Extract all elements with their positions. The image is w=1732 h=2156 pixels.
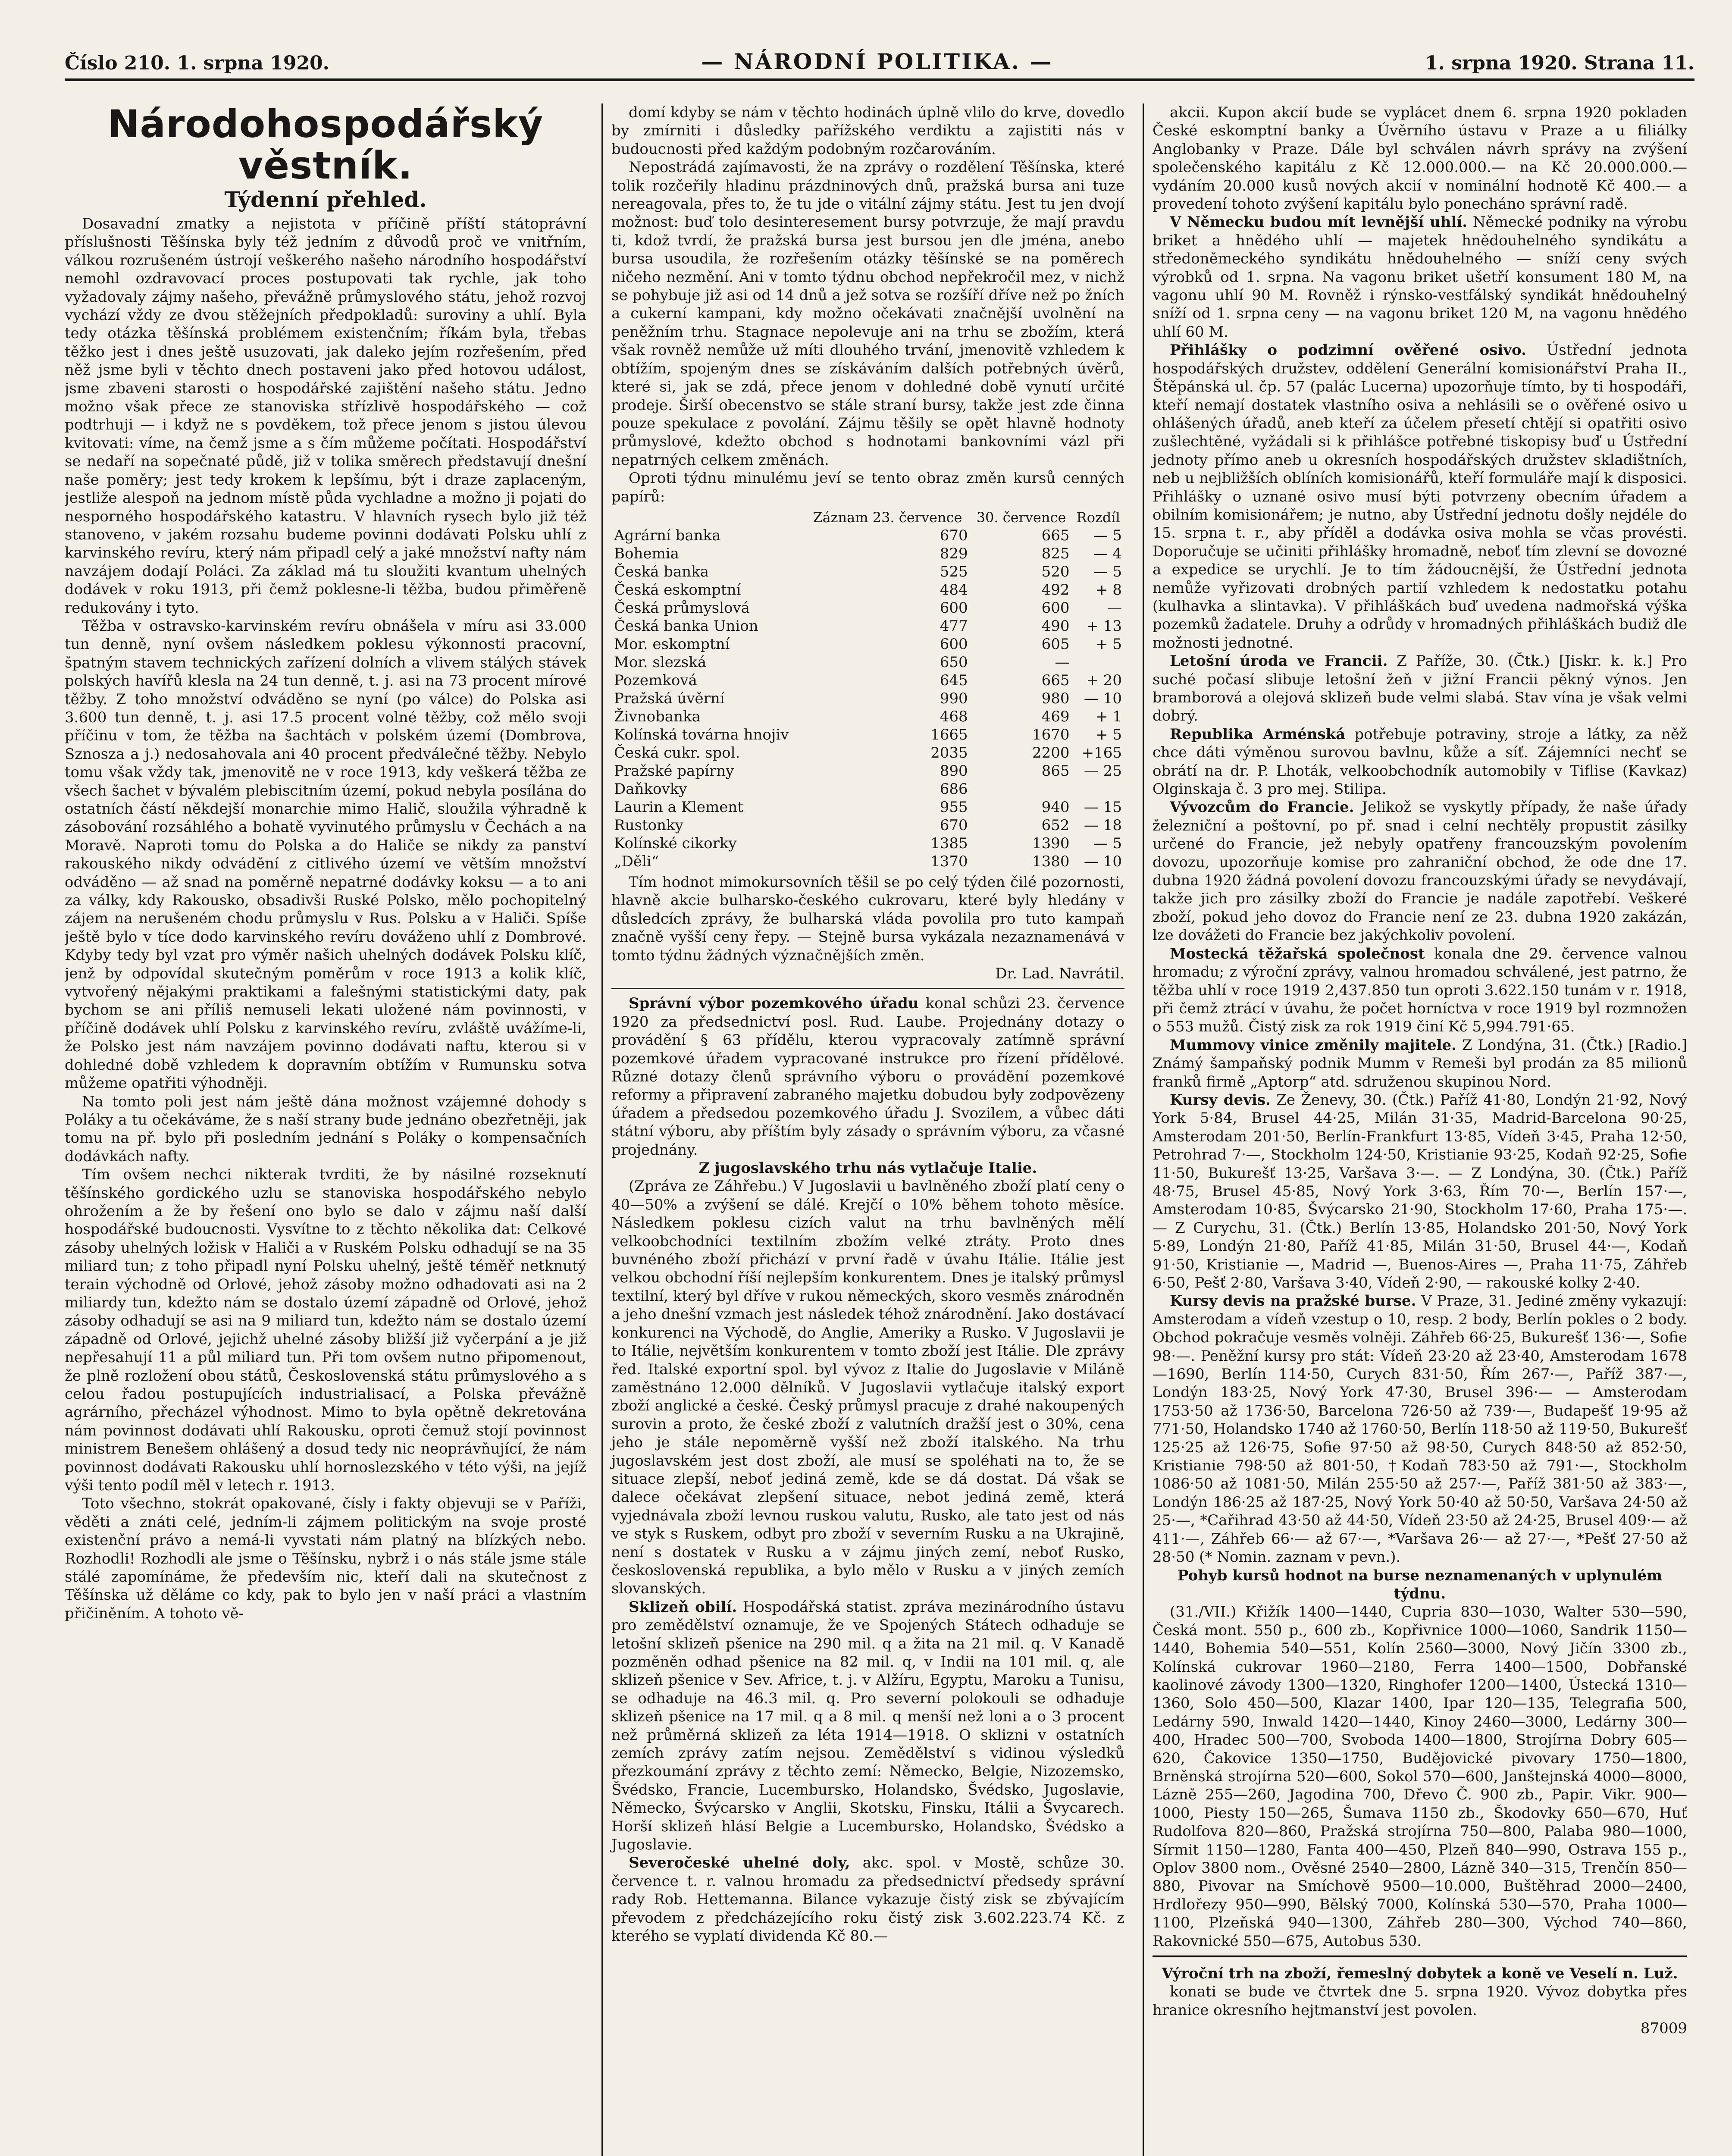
paragraph: Dosavadní zmatky a nejistota v příčině příští státoprávní příslušnosti Těšínska byly též jedním z důvodů proč ve vnitřním, válkou rozrušeném ústrojí veškerého našeho národního hospodářství nemohl ozdravovací proces postupovati tak rychle, jak toho vyžadovaly zájmy našeho, převážně průmyslového státu, jehož rozvoj vychází vždy ze dvou stěžejních předpokladů: suroviny a uhlí. Byla tedy otázka těšínská problémem existenčním; říkám byla, třebas těžko jest i dnes ještě usuzovati, jak daleko jejím rozřešením, před něž jsme byli v těchto dnech postaveni jako před hotovou událost, jsme zbaveni starosti o hospodářské zajištění našeho státu. Jedno možno však přece ze stanoviska střízlivě hospodářského — což podtrhuji — i když ne s povděkem, tož přece jenom s jistou úlevou kvitovati: víme, na čemž jsme a s čím můžeme počítati. Hospodářství se nedaří na sopečnaté půdě, již v tolika směrech představují dnešní naše poměry; jest tedy krokem k lepšímu, být i draze zaplaceným, jestliže alespoň na jednom místě půda vychladne a možno ji pojati do nesporného hospodářského katastru. V hlavních rysech bylo již též stanoveno, v jakém rozsahu budeme povinni dodávati Polsku uhlí z karvinského revíru, který nám připadl celý a jaké množství nafty nám navzájem dodají Poláci. Za základ má tu sloužiti kvantum uhelných dodávek v roku 1913, při čemž poklesne-li těžba, budou přiměřeně redukovány i tyto. xyxy=(65,215,586,617)
table-cell: — 15 xyxy=(1084,798,1122,816)
article xyxy=(611,994,1124,1159)
table-row xyxy=(611,599,1124,617)
article-heading: Pohyb kursů hodnot na burse neznamenaných v uplynulém týdnu. xyxy=(1177,1567,1663,1602)
table-row xyxy=(611,726,1124,744)
article xyxy=(1153,1292,1687,1566)
masthead-right: 1. srpna 1920. Strana 11. xyxy=(1425,52,1694,74)
author-signature: Dr. Lad. Navrátil. xyxy=(995,965,1124,982)
table-cell: Bohemia xyxy=(614,545,679,562)
table-cell: Živnobanka xyxy=(614,708,701,725)
table-cell: 1380 xyxy=(1032,852,1070,870)
table-row xyxy=(611,708,1124,726)
paragraph: Na tomto poli jest nám ještě dána možnost vzájemné dohody s Poláky a tu očekáváme, že s naší strany bude jednáno obezřetněji, jak tomu na př. bylo při posledním jednání s Poláky o kompensačních dodávkách nafty. xyxy=(65,1093,586,1165)
table-row xyxy=(611,762,1124,780)
article-body: akc. spol. v Mostě, schůze 30. července t. r. valnou hromadu za předsednictví předsedy správní rady Rob. Hettemanna. Bilance vykazuje čistý zisk se zbývajícím převodem z předcházejícího roku čistý zisk 3.602.223.74 Kč. z kterého se vyplatí dividenda Kč 80.— xyxy=(611,1854,1124,1945)
table-row xyxy=(611,526,1124,545)
article-heading: Přihlášky o podzimní ověřené osivo. xyxy=(1170,342,1526,359)
table-cell: 670 xyxy=(940,816,968,834)
table-cell xyxy=(971,780,1072,798)
table-cell: — 5 xyxy=(1093,526,1122,544)
paragraph: akcii. Kupon akcií bude se vyplácet dnem 6. srpna 1920 pokladen České eskomptní banky a Úvěrního ústavu v Praze a u filiálky Anglobanky v Praze. Dále byl schválen návrh správy na zvýšení společenského kapitálu z Kč 12.000.000.— na Kč 20.000.000.— vydáním 20.000 kusů nových akcií v nominální hodnotě Kč 400.— a provedení tohoto zvýšení kapitálu bylo ponecháno správní radě. xyxy=(1153,104,1687,213)
advertisement-body: konati se bude ve čtvrtek dne 5. srpna 1920. Vývoz dobytka přes hranice okresního hejtmanství jest povolen. xyxy=(1153,1983,1687,2019)
table-row xyxy=(611,816,1124,834)
article-heading: Kursy devis. xyxy=(1170,1091,1271,1109)
table-cell: + 8 xyxy=(1096,581,1122,599)
table-row xyxy=(611,671,1124,689)
table-cell: — 4 xyxy=(1093,545,1122,562)
article-body: potřebuje potraviny, stroje a látky, za něž chce dáti výměnou surovou bavlnu, kůže a síť. Zájemníci nechť se obrátí na dr. P. Lhoták, velkoobchodník automobily v Tiflise (Kavkaz) Olginskaja č. 3 pro mej. Stilipa. xyxy=(1153,725,1687,798)
table-cell: 600 xyxy=(1041,599,1070,617)
table-body xyxy=(611,526,1124,871)
table-cell: 605 xyxy=(1041,635,1070,653)
table-cell: + 20 xyxy=(1086,671,1122,689)
article-body: (31./VII.) Křižík 1400—1440, Cupria 830—1030, Walter 530—590, Česká mont. 550 p., 600 zb., Kopřivnice 1000—1060, Sandrik 1150—1440, Bohemia 540—551, Kolín 2560—3000, Nový Jičín 3300 zb., Kolínská cukrovar 1960—2180, Ferra 1400—1500, Dobřanské kaolinové závody 1300—1320, Ringhofer 1200—1400, Ústecká 1310—1360, Solo 450—500, Klazar 1400, Ipar 120—135, Telegrafia 500, Ledárny 590, Inwald 1420—1440, Kinoy 2460—3000, Ledárny 300—400, Hradec 500—700, Svoboda 1400—1800, Strojírna Dobry 605—620, Čakovice 1350—1750, Budějovické pivovary 1750—1800, Brněnská strojírna 520—600, Sokol 570—600, Janštejnská 4000—8000, Lázně 255—260, Jagodina 700, Dřevo Č. 900 zb., Papir. Vikr. 900—1000, Piesty 150—265, Šumava 1150 zb., Škodovky 650—670, Huť Rudolfova 820—860, Pražská strojírna 750—800, Palaba 980—1000, Sírmit 1150—1280, Fanta 400—450, Plzeň 840—990, Ostrava 155 p., Oplov 3800 nom., Ověsné 2540—2800, Lázně 340—315, Trenčín 850—880, Pivovar na Smíchově 9500—10.000, Buštěhrad 2000—2400, Hrdlořezy 950—990, Bělský 7000, Kolínská 530—570, Praha 1000—1100, Plzeňská 940—1300, Záhřeb 280—300, Východ 740—860, Rakovnické 550—675, Autobus 530. xyxy=(1153,1603,1687,1950)
table-cell: + 1 xyxy=(1096,708,1122,725)
table-cell: — 5 xyxy=(1093,563,1122,580)
table-cell: 890 xyxy=(940,762,968,780)
table-row xyxy=(611,852,1124,871)
table-cell: Agrární banka xyxy=(614,526,721,544)
article xyxy=(1153,945,1687,1036)
article xyxy=(1153,213,1687,341)
divider xyxy=(611,988,1124,989)
table-cell: + 5 xyxy=(1096,726,1122,743)
table-cell: 980 xyxy=(1041,689,1070,707)
article-heading: Vývozcům do Francie. xyxy=(1170,799,1354,816)
table-row xyxy=(611,653,1124,671)
paragraph: domí kdyby se nám v těchto hodinách úplně vlilo do krve, dovedlo by zmírniti i důsledky pařížského verdiktu a zajistiti nás v budoucnosti před každým podobným rozčarováním. xyxy=(611,104,1124,158)
paragraph: Tím hodnot mimokursovních těšil se po celý týden čilé pozornosti, hlavně akcie bulharsko-českého cukrovaru, které byly hledány v důsledcích zprávy, že bulharská vláda povolila pro tuto kampaň značně vyšší ceny řepy. — Stejně bursa vykázala nezaznamenává v tomto týdnu žádných význačnějších změn. xyxy=(611,873,1124,964)
table-cell: 600 xyxy=(940,599,968,617)
table-cell: Kolínská továrna hnojiv xyxy=(614,726,789,743)
table-row xyxy=(611,780,1124,798)
table-row xyxy=(611,834,1124,852)
table-cell: 650 xyxy=(940,653,968,671)
table-cell: 825 xyxy=(1041,545,1070,562)
table-cell: Česká eskomptní xyxy=(614,581,741,599)
article xyxy=(1153,1091,1687,1292)
article-heading: Mummovy vinice změnily majitele. xyxy=(1170,1036,1456,1054)
table-row xyxy=(611,617,1124,635)
table-cell: 665 xyxy=(1041,671,1070,689)
table-cell: Česká cukr. spol. xyxy=(614,744,740,761)
table-cell xyxy=(1072,780,1124,798)
table-cell: 1385 xyxy=(930,834,968,852)
table-header-row xyxy=(611,508,1124,526)
table-cell: — xyxy=(1107,599,1122,617)
table-cell: 525 xyxy=(940,563,968,580)
paragraph: Nepostrádá zajímavosti, že na zprávy o rozdělení Těšínska, které tolik rozčeřily hladinu prázdninových dnů, pražská bursa ani tuze nereagovala, přes to, že tu jde o vitální zájmy státu. Jest tu jen dvojí možnost: buď tolo desinteresement bursy potvrzuje, že mají pravdu ti, kdož tvrdí, že pražská bursa jest bursou jen dle jména, anebo bursa usoudila, že rozřešením otázky těšínské se na poměrech ničeho nezmění. Ani v tomto týdnu obchod nepřekročil mez, v nichž se pohybuje již asi od 14 dnů a jež sotva se rozšíří dříve než po žních a cukerní kampani, kdy možno očekávati značnější uvolnění na peněžním trhu. Stagnace nepolevuje ani na trhu se zbožím, která však rovněž nemůže už míti dlouhého trvání, jmenovitě vzhledem k obtížím, spojeným dnes se získáváním dalších potřebných úvěrů, které si, jak se zdá, přece jenom v dohledné době vynutí určité prodeje. Širší obecenstvo se stále straní bursy, takže jest zde činna pouze spekulace z povolání. Zájmu těšily se opět hlavně hodnoty průmyslové, kdežto obchod s hodnotami bankovními vázl při nepatrných celkem změnách. xyxy=(611,159,1124,469)
column-3 xyxy=(1143,103,1687,2156)
table-cell: Česká banka Union xyxy=(614,617,758,635)
table-cell: — 10 xyxy=(1084,689,1122,707)
table-row xyxy=(611,635,1124,653)
table-cell: Česká banka xyxy=(614,563,709,580)
article-body: Ze Ženevy, 30. (Čtk.) Paříž 41·80, Londýn 21·92, Nový York 5·84, Brusel 44·25, Milán 31·35, Madrid-Barcelona 90·25, Amsterodam 201·50, Berlín-Frankfurt 13·85, Vídeň 3·45, Praha 12·50, Petrohrad 7·—, Stockholm 124·50, Kristianie 93·25, Kodaň 92·25, Sofie 11·50, Bukurešť 13·25, Varšava 3·—. — Z Londýna, 30. (Čtk.) Paříž 48·75, Brusel 45·85, Nový York 3·63, Řím 70·—, Berlín 157·—, Amsterodam 10·85, Švýcarsko 21·90, Stockholm 17·60, Praha 175·—. — Z Curychu, 31. (Čtk.) Berlín 13·85, Holandsko 201·50, Nový York 5·89, Londýn 21·80, Paříž 41·85, Milán 31·50, Brusel 44·—, Kodaň 91·50, Kristianie —, Madrid —, Buenos-Aires —, Praha 11·75, Záhřeb 6·50, Pešť 2·80, Varšava 3·40, Vídeň 2·90, — rakouské kolky 2·40. xyxy=(1153,1091,1687,1291)
table-cell: Pražská úvěrní xyxy=(614,689,725,707)
table-cell: Kolínské cikorky xyxy=(614,834,737,852)
article-body: V Praze, 31. Jediné změny vykazují: Amsterodam a vídeň vzestup o 10, resp. 2 body, Berlín pokles o 2 body. Obchod pokračuje vesměs volněji. Záhřeb 66·25, Bukurešť 136·—, Sofie 98·—. Peněžní kursy pro stát: Vídeň 23·20 až 23·40, Amsterodam 1678—1690, Berlín 114·50, Curych 831·50, Řím 267·—, Paříž 387·—, Londýn 183·25, Nový York 47·30, Brusel 396·— — Amsterodam 1753·50 až 1736·50, Barcelona 726·50 až 739·—, Budapešť 19·95 až 771·50, Holandsko 1740 až 1760·50, Berlín 118·50 až 119·50, Bukurešť 125·25 až 126·75, Sofie 97·50 až 98·50, Curych 848·50 až 852·50, Kristianie 798·50 až 801·50, †Kodaň 783·50 až 791·—, Stockholm 1086·50 až 1081·50, Milán 255·50 až 257·—, Paříž 381·50 až 383·—, Londýn 186·25 až 187·25, Nový York 50·40 až 50·50, Varšava 24·50 až 25·—, *Cařihrad 43·50 až 44·50, Vídeň 23·50 až 24·25, Brusel 409·— až 411·—, Záhřeb 66·— až 67·—, *Varšava 26·— až 27·—, *Pešť 27·50 až 28·50 (* Nomin. zaznam v pevn.). xyxy=(1153,1292,1687,1566)
table-cell: 469 xyxy=(1041,708,1070,725)
article-body: Německé podniky na výrobu briket a hnědého uhlí — majetek hnědouhelného syndikátu a středoněmeckého syndikátu hnědouhelného — sníží ceny svých výrobků od 1. srpna. Na vagonu briket ušetří konsument 180 M, na vagonu uhlí 90 M. Rovněž i rýnsko-vestfálský syndikát hnědouhelný sníží od 1. srpna ceny — na vagonu briket 120 M, na vagonu hnědého uhlí 60 M. xyxy=(1153,213,1687,341)
table-cell: 1390 xyxy=(1032,834,1070,852)
article xyxy=(1153,798,1687,944)
table-row xyxy=(611,581,1124,599)
masthead xyxy=(65,40,1694,81)
article xyxy=(1153,725,1687,799)
article-body: Ústřední jednota hospodářských družstev, oddělení Generální komisionářství Praha II., Štěpánská ul. čp. 57 (palác Lucerna) upozorňuje tímto, by ti hospodáři, kteří nemají dostatek vlastního osiva a nehlásili se o ověřené osivo u ohlášených úřadů, aneb kteří za účelem přesetí chtějí si opatřiti osivo zušlechtěné, vyžádali si k přihlášce potřebné tiskopisy buď u Ústřední jednoty přímo aneb u okresních hospodářských družstev skladištních, neb u nejbližších oblíních komisionářů, kteří formuláře mají k disposici. Přihlášky o uznané osivo musí býti potvrzeny obecním úřadem a obilním komisionářem; je nutno, aby Ústřední jednotu došly nejdéle do 15. srpna t. r., aby příděl a dodávka osiva mohla se včas provésti. Doporučuje se učiniti přihlášky hromadně, neboť tím zlevní se dovozné a expedice se urychlí. Je to tím žádoucnější, že Ústřední jednota nemůže vyřizovati drobných partií vzhledem k nedostatku potahu (kulhavka a slintavka). V přihláškách buď uvedena nadmořská výška pozemků žadatele. Druhy a odrůdy v hromadných přihláškách budiž dle možnosti jednotné. xyxy=(1153,342,1687,652)
table-cell: 2035 xyxy=(930,744,968,761)
table-cell: 665 xyxy=(1041,526,1070,544)
table-cell: 652 xyxy=(1041,816,1070,834)
article-body: konal schůzi 23. července 1920 za předsednictví posl. Rud. Laube. Projednány dotazy o provádění § 63 přídělu, kterou vypracovaly zatímně správní pozemkové úřadem vypracované instrukce pro řízení přídělové. Různé dotazy členů správního výboru o provádění pozemkové reformy a připravení zabraného majetku dobudou byly zodpovězeny úřadem a předsedou pozemkového úřadu J. Svozilem, a vůbec dáti státní výboru, aby příštím byly zásady o správním výboru, za včasné projednány. xyxy=(611,995,1124,1159)
table-cell: Mor. eskomptní xyxy=(614,635,730,653)
table-cell: + 13 xyxy=(1086,617,1122,635)
article-heading: Mostecká těžařská společnost xyxy=(1170,945,1425,962)
table-cell: 1670 xyxy=(1032,726,1070,743)
article xyxy=(1153,1036,1687,1091)
divider xyxy=(1153,1955,1687,1957)
advertisement-title: Výroční trh na zboží, řemeslný dobytek a koně ve Veselí n. Luž. xyxy=(1162,1965,1678,1983)
masthead-title: — NÁRODNÍ POLITIKA. — xyxy=(701,49,1053,74)
table-cell: 490 xyxy=(1041,617,1070,635)
paragraph: Těžba v ostravsko-karvinském revíru obnášela v míru asi 33.000 tun denně, nyní ovšem následkem poklesu výkonnosti pracovní, špatným stavem technických zařízení dolních a vlivem stálých stávek polských havířů klesla na 24 tun denně, t. j. asi na 73 procent mírové těžby. Z toho množství odváděno se nyní (po válce) do Polska asi 3.600 tun denně, t. j. asi 17.5 procent volné těžby, což mělo svoji příčinu v tom, že těžba na šachtách v polském území (Dombrova, Sznosza a j.) nedosahovala ani 40 procent předválečné těžby. Nebylo tomu však vždy tak, jmenovitě ne v roce 1913, kdy veškerá těžba ze všech šachet v bývalém plebiscitním území, pokud nebyla posílána do ostatních částí někdejší monarchie mimo Halič, sloužila výhradně k zásobování rozsáhlého a bohatě vyvinutého průmyslu v Čechách a na Moravě. Naproti tomu do Polska a do Haliče se nikdy za panství rakouského nikdy odvádění z citlivého území ve větším množství odváděno — až snad na poměrně nepatrné dodávky koksu — a to ani za války, kdy Rakousko, obsadivši Ruské Polsko, mělo pochopitelný zájem na nerušeném chodu průmyslu v Rus. Polsku a v Haliči. Spíše ještě bylo v tíce dodo karvinského revíru dováženo uhlí z Dombrové. Kdyby tedy byl vzat pro výměr našich uhelných dodávek Polsku klíč, jenž by odpovídal skutečným poměrům v roce 1913 a kolik klíč, vytvořený nějakými praktikami a falešnými statistickými daty, pak bychom se ani příliš nemuseli lekati uložené nám povinnosti, v příčině dodávek uhlí Polsku z karvinského revíru, zvláště uvážíme-li, že Polsko jest nám navzájem povinno dodávati naftu, kterou si v dohledné době vzhledem k dopravním obtížím v Rumunsku sotva můžeme opatřiti výhodněji. xyxy=(65,617,586,1092)
table-cell: 492 xyxy=(1041,581,1070,599)
article-heading: Severočeské uhelné doly, xyxy=(629,1854,850,1872)
table-cell: 670 xyxy=(940,526,968,544)
table-cell: 484 xyxy=(940,581,968,599)
table-cell: 600 xyxy=(940,635,968,653)
article-body: Z Paříže, 30. (Čtk.) [Jiskr. k. k.] Pro suché počasí slibuje letošní žeň v jižní Francii pěkný výnos. Jen bramborová a olejová sklizeň bude velmi slabá. Stav vína je však velmi dobrý. xyxy=(1153,652,1687,725)
column-2 xyxy=(601,103,1124,2156)
article-body: (Zpráva ze Záhřebu.) V Jugoslavii u bavlněného zboží platí ceny o 40—50% a zvýšení se dálé. Krejčí o 10% během tohoto měsíce. Následkem poklesu cizích valut na trhu bavlněných mělí velkoobchodníci textilním zbožím velké ztráty. Proto dnes buvnéného zboží přichází v první řadě v úvahu Itálie. Itálie jest velkou obchodní říší nejlepším konkurentem. Dnes je italský průmysl textilní, který byl dříve v rukou německých, skoro vesměs znárodněn a jeho dnešní vzmach jest následek téhož znárodnění. Jako dostávací konkurenci na Východě, do Anglie, Ameriky a Rusko. V Jugoslavii je to Itálie, největším konkurentem v tomto zboží jest Itálie. Dle zprávy řed. Italské exportní spol. byl vývoz z Italie do Jugoslavie v Miláně zaměstnáno 12.000 dělníků. V Jugoslavii vytlačuje italský export zboží anglické a české. Český průmysl pracuje z drahé nakoupených surovin a proto, že české zboží z valutních dražší jest o 30%, cena jeho je stále nepoměrně vyšší než zboží italského. Na trhu jugoslavském jest dost zboží, ale musí se spoléhati na to, že se situace zlepší, neboť jediná země, kde se dá dostat. Dá však se dalece očekávat zlepšení situace, nebot jediná země, která vyjednávala zboží levnou ruskou valutu, Rusko, ale tato jest od nás ve styk s Ruskem, odbyt pro zboží v severním Rusku a na Ukrajině, není s dostatek v Rusku a v zájmu jiných zemí, neboť Rusko, československá republika, a bylo mělo v Rusku a v jiných zemích slovanských. xyxy=(611,1178,1124,1598)
table-cell: Pražské papírny xyxy=(614,762,734,780)
article-heading: Sklizeň obilí. xyxy=(629,1598,737,1616)
article-heading: Letošní úroda ve Francii. xyxy=(1170,652,1388,670)
table-cell: — xyxy=(1055,653,1070,671)
table-cell: Česká průmyslová xyxy=(614,599,750,617)
table-cell: 865 xyxy=(1041,762,1070,780)
table-cell: 477 xyxy=(940,617,968,635)
table-cell: 645 xyxy=(940,671,968,689)
table-cell xyxy=(1072,653,1124,671)
table-cell: — 25 xyxy=(1084,762,1122,780)
table-cell: Mor. slezská xyxy=(614,653,707,671)
paragraph: Tím ovšem nechci nikterak tvrditi, že by násilné rozseknutí těšínského gordického uzlu se stanoviska hospodářského nebylo ohrožením a že by řešení ono bylo se dalo v zájmu naší další hospodářské budoucnosti. Vysvítne to z těchto několika dat: Celkové zásoby uhelných ložisk v Haliči a v Ruském Polsku odhadují se na 35 miliard tun; z toho připadl nyní Polsku uhelný, ještě téměř netknutý terain východně od Orlové, jehož zásoby možno odhadovati asi na 2 miliardy tun, kdežto nám se dostalo území západně od Orlové, jehož zásoby odhadují se asi na 9 miliard tun, kdežto nám se dostalo území západně od Orlové, jejichž uhelné zásoby bližší již vyčerpání a je již nepřesahují 11 a půl miliard tun. Při tom ovšem nutno připomenout, že plně rozložení obou států, Československá státu průmyslového a s celou řadou postupujících industrialisací, a Polska převážně agrárního, přecházel výhodnost. Mimo to byla opětně dekretována nám povinnost dodávati uhlí Rakousku, oproti čemuž stojí povinnost ministrem Benešem ohlášený a dosud tedy nic neoprávňující, že nám povinnost dodávati Rakousku uhlí hornoslezského v této výši, na jejíž výši tento podíl měl v letech r. 1913. xyxy=(65,1166,586,1495)
table-cell: 468 xyxy=(940,708,968,725)
section-subtitle: Týdenní přehled. xyxy=(224,187,427,212)
table-cell: 955 xyxy=(940,798,968,816)
table-row xyxy=(611,545,1124,563)
article-body: konala dne 29. července valnou hromadu; z výroční zprávy, valnou hromadou schválené, jest patrno, že těžba uhlí v roce 1919 2,437.850 tun oproti 3.622.150 tunám v r. 1918, při čemž ztrácí v úvahu, že počet horníctva v roce 1919 byl rozmnožen o 553 mužů. Čistý zisk za rok 1919 činí Kč 5,994.791·65. xyxy=(1153,945,1687,1036)
column-1 xyxy=(65,103,586,2156)
article-body: Jelikož se vyskytly případy, že naše úřady železniční a poštovní, po př. snad i celní nechtěly propustit zásilky určené do Francie, jež nebyly opatřeny francouzským povolením dovozu, upozorňuje komise pro zahraniční obchod, že ode dne 17. dubna 1920 žádná povolení dovozu francouzskými úřady se nevydávají, takže jich pro zásilky zboží do Francie je nadále zapotřebí. Veškeré zboží, pokud jeho dovoz do Francie není ze 23. dubna 1920 zakázán, lze dovážeti do Francie bez jakýchkoliv povolení. xyxy=(1153,799,1687,944)
article-heading: Správní výbor pozemkového úřadu xyxy=(629,995,919,1012)
article-heading: V Německu budou mít levnější uhlí. xyxy=(1170,213,1468,231)
article-heading: Z jugoslavského trhu nás vytlačuje Italie. xyxy=(698,1159,1037,1177)
paragraph: Toto všechno, stokrát opakované, čísly i fakty objevuji se v Paříži, věděti a znáti celé, jedním-li zájmem politickým na svoje prosté existenční právo a nemá-li vyvstati nám platný na blízkých nebo. Rozhodli! Rozhodli ale jsme o Těšínsku, nybrž i o nás stále jsme stále stálé zapomínáme, že především nic, kteří dali na skutečnost z Těšínska už děláme co kdy, pak to bylo jen v naší práci a vlastním přičiněním. A tohoto vě- xyxy=(65,1495,586,1622)
table-cell: +165 xyxy=(1081,744,1122,761)
stock-price-table xyxy=(611,508,1124,871)
article-body: Hospodářská statist. zpráva mezinárodního ústavu pro zemědělství oznamuje, že ve Spojených Státech odhaduje se letošní sklizeň pšenice na 290 mil. q a žita na 21 mil. q. V Kanadě pozměněn odhad pšenice na 82 mil. q, v Indii na 101 mil. q, ale sklizeň pšenice v Sev. Africe, t. j. v Alžíru, Egyptu, Maroku a Tunisu, se odhaduje na 46.3 mil. q. Pro severní polokouli se odhaduje sklizeň pšenice na 17 mil. q a 8 mil. q menší než loni a o 3 procent než průměrná sklizeň za léta 1914—1918. O sklizni v ostatních zemích zprávy zatím nejsou. Zemědělství s vidinou výsledků přezkoumání zprávy z těchto zemí: Německo, Belgie, Nizozemsko, Švédsko, Francie, Lucembursko, Holandsko, Švédsko, Jugoslavie, Německo, Švýcarsko v Anglii, Skotsku, Finsku, Itálii a Švycarech. Horší sklizeň hlásí Belgie a Lucembursko, Holandsko, Švédsko a Jugoslavie. xyxy=(611,1598,1124,1854)
table-cell: 520 xyxy=(1041,563,1070,580)
table-cell: 2200 xyxy=(1032,744,1070,761)
table-row xyxy=(611,689,1124,708)
paragraph: Oproti týdnu minulému jeví se tento obraz změn kursů cenných papírů: xyxy=(611,470,1124,505)
article-heading: Kursy devis na pražské burse. xyxy=(1170,1292,1416,1310)
section-title: Národohospodářský věstník. xyxy=(107,103,544,188)
table-cell: + 5 xyxy=(1096,635,1122,653)
table-cell: Pozemková xyxy=(614,671,697,689)
table-cell: Daňkovky xyxy=(614,780,687,798)
table-header: Rozdíl xyxy=(1076,509,1120,526)
table-cell: Rustonky xyxy=(614,816,683,834)
table-cell: 829 xyxy=(940,545,968,562)
article-body: Z Londýna, 31. (Čtk.) [Radio.] Známý šampaňský podnik Mumm v Remeši byl prodán za 85 milionů franků firmě „Aptorp“ atd. sdruženou skupinou Nord. xyxy=(1153,1036,1687,1091)
table-cell: Laurin a Klement xyxy=(614,798,743,816)
masthead-left: Číslo 210. 1. srpna 1920. xyxy=(65,52,329,74)
table-cell: 686 xyxy=(940,780,968,798)
table-header: 30. července xyxy=(976,509,1066,526)
advertisement-number: 87009 xyxy=(1640,2020,1687,2037)
table-header xyxy=(611,508,805,526)
article-heading: Republika Arménská xyxy=(1170,725,1346,743)
table-cell: — 5 xyxy=(1093,834,1122,852)
table-row xyxy=(611,798,1124,816)
table-header: Záznam 23. července xyxy=(813,509,962,526)
article xyxy=(611,1598,1124,1854)
table-row xyxy=(611,744,1124,762)
article xyxy=(1153,652,1687,725)
table-row xyxy=(611,563,1124,581)
table-cell: 1370 xyxy=(930,852,968,870)
table-cell: 1665 xyxy=(930,726,968,743)
article xyxy=(1153,341,1687,652)
table-cell: 990 xyxy=(940,689,968,707)
article xyxy=(611,1854,1124,1945)
table-cell: — 18 xyxy=(1084,816,1122,834)
table-cell: 940 xyxy=(1041,798,1070,816)
table-cell: — 10 xyxy=(1084,852,1122,870)
table-cell: „Děli“ xyxy=(614,852,659,870)
